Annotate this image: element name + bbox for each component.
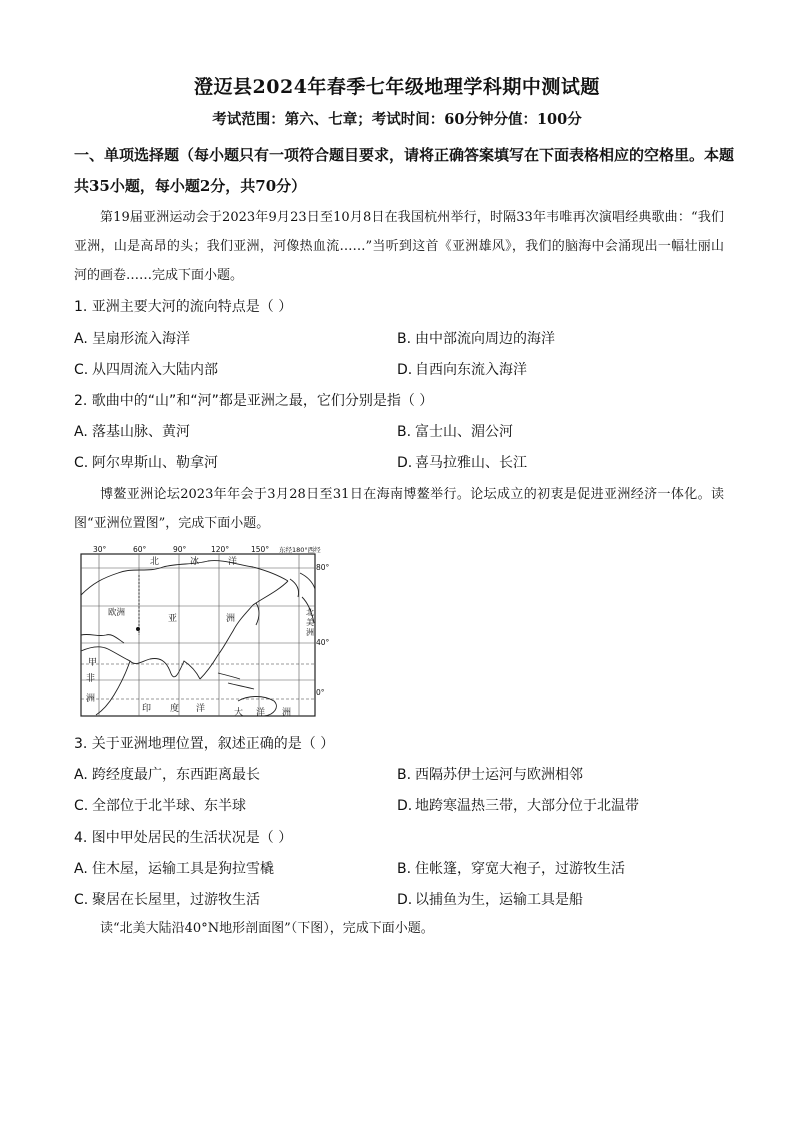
option-text: 全部位于北半球、东半球 [92, 798, 246, 814]
q1-option-b[interactable] [397, 328, 555, 348]
option-label: D. [397, 455, 413, 471]
option-text: 阿尔卑斯山、勒拿河 [92, 455, 218, 471]
map-label-oceania-1: 大 [234, 708, 244, 718]
option-label: A. [74, 861, 88, 877]
map-background [78, 543, 330, 721]
map-label-africa-1: 非 [86, 674, 96, 684]
option-text: 住帐篷，穿宽大袍子，过游牧生活 [415, 861, 625, 877]
q1-option-c[interactable] [74, 359, 218, 379]
map-label-north: 北 [150, 557, 160, 567]
option-text: 自西向东流入海洋 [415, 362, 527, 378]
map-label-oceania-3: 洲 [282, 708, 292, 718]
option-text: 喜马拉雅山、长江 [415, 455, 527, 471]
q3-option-d[interactable] [397, 795, 639, 815]
question-3-stem: 3. 关于亚洲地理位置，叙述正确的是（ ） [74, 736, 335, 752]
map-lon-label: 150° [251, 545, 270, 554]
map-label-asia: 亚 [168, 614, 178, 624]
map-lon-label: 120° [211, 545, 230, 554]
q1-option-d[interactable] [397, 359, 527, 379]
map-label-indian-3: 洋 [196, 704, 206, 714]
q4-option-a[interactable] [74, 858, 274, 878]
option-text: 富士山、湄公河 [415, 424, 513, 440]
q3-option-a[interactable] [74, 764, 260, 784]
map-lat-label: 0° [316, 688, 325, 697]
map-label-asia-2: 洲 [226, 614, 236, 624]
map-label-europe: 欧洲 [108, 608, 126, 618]
map-label-na-2: 美 [306, 618, 314, 627]
map-label-oceania-2: 洋 [256, 708, 266, 718]
option-text: 呈扇形流入海洋 [92, 331, 190, 347]
option-label: A. [74, 331, 88, 347]
question-4-stem: 4. 图中甲处居民的生活状况是（ ） [74, 830, 293, 846]
q2-option-c[interactable] [74, 452, 218, 472]
map-label-ice: 冰 [190, 557, 200, 567]
passage-profile: 读“北美大陆沿40°N地形剖面图”（下图），完成下面小题。 [100, 921, 434, 936]
map-lat-label: 80° [316, 563, 330, 572]
map-label-africa-2: 洲 [86, 694, 96, 704]
q4-option-c[interactable] [74, 889, 260, 909]
option-text: 落基山脉、黄河 [92, 424, 190, 440]
q4-option-d[interactable] [397, 889, 583, 909]
option-text: 以捕鱼为生，运输工具是船 [415, 892, 583, 908]
option-label: A. [74, 424, 88, 440]
option-label: B. [397, 861, 412, 877]
option-label: D. [397, 892, 413, 908]
asia-location-map [78, 543, 330, 721]
map-lon-label: 东经180°西经 [279, 546, 321, 554]
option-label: C. [74, 798, 89, 814]
section-heading: 一、单项选择题（每小题只有一项符合题目要求，请将正确答案填写在下面表格相应的空格里。本题共35小题，每小题2分，共70分） [74, 146, 735, 195]
q2-option-d[interactable] [397, 452, 527, 472]
question-1-stem: 1. 亚洲主要大河的流向特点是（ ） [74, 299, 293, 315]
exam-subtitle: 考试范围：第六、七章；考试时间：60分钟分值：100分 [212, 111, 582, 128]
q2-option-a[interactable] [74, 421, 190, 441]
map-label-na-3: 洲 [306, 628, 314, 637]
map-lon-label: 60° [133, 545, 147, 554]
option-text: 西隔苏伊士运河与欧洲相邻 [415, 767, 583, 783]
option-label: B. [397, 767, 412, 783]
q4-option-b[interactable] [397, 858, 625, 878]
option-label: C. [74, 362, 89, 378]
map-label-indian-1: 印 [142, 704, 152, 714]
option-label: B. [397, 424, 412, 440]
map-label-indian-2: 度 [170, 704, 180, 714]
option-text: 聚居在长屋里，过游牧生活 [92, 892, 260, 908]
option-label: D. [397, 362, 413, 378]
option-text: 住木屋，运输工具是狗拉雪橇 [92, 861, 274, 877]
passage-asian-games: 第19届亚洲运动会于2023年9月23日至10月8日在我国杭州举行，时隔33年韦唯再次演唱经典歌曲：“我们亚洲，山是高昂的头；我们亚洲，河像热血流……”当听到这首《亚洲雄风》，我们的脑海中会涌现出一幅壮丽山河的画卷……完成下面小题。 [74, 210, 724, 283]
map-label-ocean: 洋 [228, 557, 238, 567]
option-label: C. [74, 455, 89, 471]
option-label: D. [397, 798, 413, 814]
map-lat-label: 40° [316, 638, 330, 647]
page-title: 澄迈县2024年春季七年级地理学科期中测试题 [194, 76, 600, 98]
question-2-stem: 2. 歌曲中的“山”和“河”都是亚洲之最，它们分别是指（ ） [74, 393, 434, 409]
option-text: 由中部流向周边的海洋 [415, 331, 555, 347]
map-lon-label: 90° [173, 545, 187, 554]
option-label: C. [74, 892, 89, 908]
option-text: 地跨寒温热三带，大部分位于北温带 [415, 798, 639, 814]
q1-option-a[interactable] [74, 328, 190, 348]
option-label: B. [397, 331, 412, 347]
map-label-na-1: 北 [306, 608, 314, 617]
option-label: A. [74, 767, 88, 783]
q3-option-b[interactable] [397, 764, 583, 784]
option-text: 跨经度最广，东西距离最长 [92, 767, 260, 783]
q2-option-b[interactable] [397, 421, 513, 441]
map-marker-dot [136, 627, 140, 631]
map-label-jia: 甲 [88, 658, 98, 668]
passage-boao-forum: 博鳌亚洲论坛2023年年会于3月28日至31日在海南博鳌举行。论坛成立的初衷是促进亚洲经济一体化。读图“亚洲位置图”，完成下面小题。 [74, 487, 724, 531]
map-lon-label: 30° [93, 545, 107, 554]
option-text: 从四周流入大陆内部 [92, 362, 218, 378]
q3-option-c[interactable] [74, 795, 246, 815]
